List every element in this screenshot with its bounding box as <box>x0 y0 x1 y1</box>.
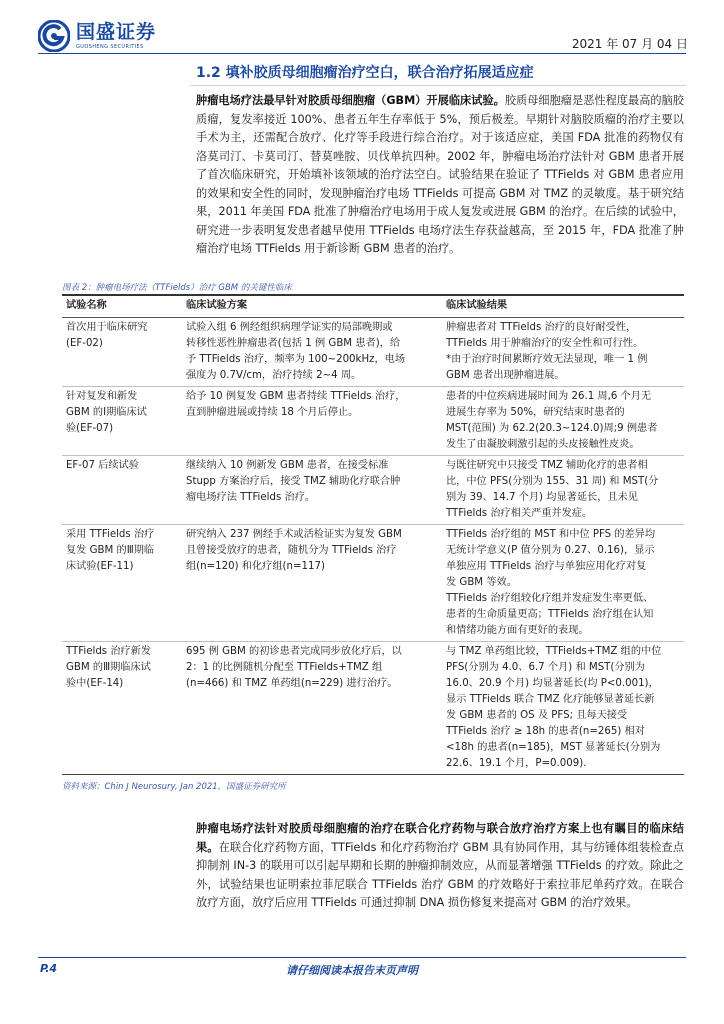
page-header <box>0 0 724 56</box>
cell-trial-name <box>62 456 182 525</box>
table-header-row <box>62 295 684 318</box>
cell-text-line: 瘤电场疗法 TTFields 治疗。 <box>186 492 316 503</box>
table-row <box>62 456 684 525</box>
header-trial-name: 试验名称 <box>62 295 182 318</box>
clinical-trials-table <box>62 294 684 775</box>
cell-text-line: 床试验(EF-11) <box>66 561 134 572</box>
cell-text-line: TTFields 治疗相关严重并发症。 <box>446 508 593 519</box>
table-row <box>62 318 684 387</box>
cell-text-line: 单独应用 TTFields 治疗与单独应用化疗对复 <box>446 561 647 572</box>
cell-text-line: 试验入组 6 例经组织病理学证实的局部晚期或 <box>186 322 393 333</box>
cell-text-line: 进展生存率为 50%，研究结束时患者的 <box>446 407 625 418</box>
combination-lead-sentence: 肿瘤电场疗法针对胶质母细胞瘤的治疗在联合化疗药物与联合放疗治疗方案上也有瞩目的临床结果。 <box>196 822 684 854</box>
cell-trial-result <box>442 525 684 642</box>
cell-trial-name <box>62 387 182 456</box>
cell-text-line: 患者的中位疾病进展时间为 26.1 周,6 个月无 <box>446 391 652 402</box>
cell-text-line: 发 GBM 等效。 <box>446 577 517 588</box>
cell-text-line: 发生了由凝胶刺激引起的头皮接触性皮炎。 <box>446 439 640 450</box>
cell-text-line: TTFields 用于肿瘤治疗的安全性和可行性。 <box>446 338 644 349</box>
cell-text-line: 显示 TTFields 联合 TMZ 化疗能够显著延长新 <box>446 694 655 705</box>
cell-trial-result <box>442 387 684 456</box>
cell-text-line: MST(范围) 为 62.2(20.3~124.0)周;9 例患者 <box>446 423 658 434</box>
cell-text-line: 患者的生命质量更高；TTFields 治疗组在认知 <box>446 609 654 620</box>
cell-trial-plan <box>182 318 442 387</box>
cell-text-line: EF-07 后续试验 <box>66 460 139 471</box>
cell-text-line: 验中(EF-14) <box>66 678 124 689</box>
cell-text-line: 研究纳入 237 例经手术或活检证实为复发 GBM <box>186 529 402 540</box>
cell-trial-plan <box>182 525 442 642</box>
combination-therapy-paragraph <box>196 820 684 913</box>
report-date: 2021 年 07 月 04 日 <box>571 37 688 51</box>
cell-text-line: PFS(分别为 4.0、6.7 个月) 和 MST(分别为 <box>446 662 645 673</box>
cell-text-line: TTFields 治疗组较化疗组并发症发生率更低、 <box>446 593 654 604</box>
table-row <box>62 642 684 775</box>
disclaimer-note: 请仔细阅读本报告末页声明 <box>286 964 418 977</box>
header-trial-plan: 临床试验方案 <box>182 295 442 318</box>
cell-text-line: 继续纳入 10 例新发 GBM 患者，在接受标准 <box>186 460 389 471</box>
figure-caption: 图表 2：肿瘤电场疗法（TTFields）治疗 GBM 的关键性临床 <box>62 283 292 293</box>
cell-text-line: <18h 的患者(n=185)，MST 显著延长(分别为 <box>446 742 661 753</box>
cell-text-line: TTFields 治疗新发 <box>66 646 152 657</box>
cell-text-line: 针对复发和新发 <box>66 391 138 402</box>
company-logo <box>38 20 156 52</box>
cell-text-line: 转移性恶性肿瘤患者(包括 1 例 GBM 患者)，给 <box>186 338 401 349</box>
cell-trial-result <box>442 318 684 387</box>
logo-mark-icon <box>38 20 70 52</box>
cell-text-line: 和情绪功能方面有更好的表现。 <box>446 625 589 636</box>
cell-trial-name <box>62 642 182 775</box>
cell-trial-result <box>442 642 684 775</box>
cell-text-line: 2：1 的比例随机分配至 TTFields+TMZ 组 <box>186 662 383 673</box>
cell-text-line: (n=466) 和 TMZ 单药组(n=229) 进行治疗。 <box>186 678 398 689</box>
cell-text-line: 验(EF-07) <box>66 423 114 434</box>
cell-text-line: Stupp 方案治疗后，接受 TMZ 辅助化疗联合肿 <box>186 476 401 487</box>
cell-text-line: 复发 GBM 的Ⅲ期临 <box>66 545 155 556</box>
cell-text-line: 与既往研究中只接受 TMZ 辅助化疗的患者相 <box>446 460 648 471</box>
cell-text-line: 别为 39、14.7 个月) 均显著延长，且未见 <box>446 492 638 503</box>
cell-text-line: 肿瘤患者对 TTFields 治疗的良好耐受性， <box>446 322 637 333</box>
cell-text-line: (EF-02) <box>66 338 103 349</box>
cell-text-line: 695 例 GBM 的初诊患者完成同步放化疗后，以 <box>186 646 402 657</box>
cell-text-line: 采用 TTFields 治疗 <box>66 529 155 540</box>
intro-body-text: 胶质母细胞瘤是恶性程度最高的脑胶质瘤，复发率接近 100%、患者五年生存率低于 5%，预后极差。早期针对脑胶质瘤的治疗主要以手术为主，还需配合放疗、化疗等手段进行综合治疗。对于该适应症，美国 FDA 批准的药物仅有洛莫司汀、卡莫司汀、替莫唑胺、贝伐单抗四种。2002 年，肿瘤电场治疗法针对 GBM 患者开展了首次临床研究，开始填补该领域的治疗法空白。试验结果在验证了 TTFields 对 GBM 患者应用的效果和安全性的同时，发现肿瘤治疗电场 TTFields 可提高 GBM 对 TMZ 的灵敏度。基于研究结果，2011 年美国 FDA 批准了肿瘤治疗电场用于成人复发或进展 GBM 的治疗。在后续的试验中，研究进一步表明复发患者越早使用 TTFields 电场疗法生存获益越高，至 2015 年，FDA 批准了肿瘤治疗电场 TTFields 用于新诊断 GBM 患者的治疗。 <box>196 94 684 255</box>
cell-text-line: 直到肿瘤进展或持续 18 个月后停止。 <box>186 407 359 418</box>
cell-text-line: 强度为 0.7V/cm，治疗持续 2~4 周。 <box>186 370 362 381</box>
cell-text-line: 发 GBM 患者的 OS 及 PFS; 且每天接受 <box>446 710 628 721</box>
header-divider <box>38 53 686 54</box>
header-trial-result: 临床试验结果 <box>442 295 684 318</box>
cell-trial-plan <box>182 387 442 456</box>
cell-text-line: 首次用于临床研究 <box>66 322 148 333</box>
cell-text-line: 且曾接受放疗的患者，随机分为 TTFields 治疗 <box>186 545 397 556</box>
logo-english-name: GUOSHENG SECURITIES <box>76 43 144 50</box>
cell-text-line: 予 TTFields 治疗，频率为 100~200kHz，电场 <box>186 354 406 365</box>
cell-trial-name <box>62 525 182 642</box>
cell-text-line: 16.0、20.9 个月) 均显著延长(均 P<0.001)， <box>446 678 659 689</box>
cell-text-line: 组(n=120) 和化疗组(n=117) <box>186 561 325 572</box>
cell-trial-plan <box>182 456 442 525</box>
intro-lead-sentence: 肿瘤电场疗法最早针对胶质母细胞瘤（GBM）开展临床试验。 <box>196 94 505 107</box>
cell-trial-result <box>442 456 684 525</box>
cell-text-line: 22.6、19.1 个月，P=0.009). <box>446 758 587 769</box>
combination-body-text: 在联合化疗药物方面，TTFields 和化疗药物治疗 GBM 具有协同作用，其与纺锤体组装检查点抑制剂 IN-3 的联用可以引起早期和长期的肿瘤抑制效应，从而显著增强 TTFields 的疗效。除此之外，试验结果也证明索拉菲尼联合 TTFields 治疗 GBM 的疗效略好于索拉菲尼单药疗效。在联合放疗方面，放疗后应用 TTFields 可通过抑制 DNA 损伤修复来提高对 GBM 的治疗效果。 <box>196 840 684 909</box>
cell-text-line: TTFields 治疗 ≥ 18h 的患者(n=265) 相对 <box>446 726 645 737</box>
cell-text-line: GBM 的Ⅰ期临床试 <box>66 407 147 418</box>
intro-paragraph <box>196 92 684 259</box>
cell-text-line: 无统计学意义(P 值分别为 0.27、0.16)，显示 <box>446 545 655 556</box>
section-title: 1.2 填补胶质母细胞瘤治疗空白，联合治疗拓展适应症 <box>190 60 686 86</box>
cell-text-line: GBM 患者出现肿瘤进展。 <box>446 370 565 381</box>
table-row <box>62 525 684 642</box>
cell-text-line: 与 TMZ 单药组比较，TTFields+TMZ 组的中位 <box>446 646 662 657</box>
cell-text-line: 比，中位 PFS(分别为 155、31 周) 和 MST(分 <box>446 476 659 487</box>
cell-trial-name <box>62 318 182 387</box>
cell-text-line: GBM 的Ⅲ期临床试 <box>66 662 151 673</box>
cell-text-line: 给予 10 例复发 GBM 患者持续 TTFields 治疗， <box>186 391 406 402</box>
table-row <box>62 387 684 456</box>
footer-divider <box>38 957 686 958</box>
cell-trial-plan <box>182 642 442 775</box>
page-number: P.4 <box>40 962 58 975</box>
table-source-note: 资料来源：Chin J Neurosury, Jan 2021，国盛证券研究所 <box>62 782 286 792</box>
logo-chinese-name: 国盛证券 <box>76 20 157 43</box>
cell-text-line: TTFields 治疗组的 MST 和中位 PFS 的差异均 <box>446 529 656 540</box>
cell-text-line: *由于治疗时间累断疗效无法显现，唯一 1 例 <box>446 354 648 365</box>
